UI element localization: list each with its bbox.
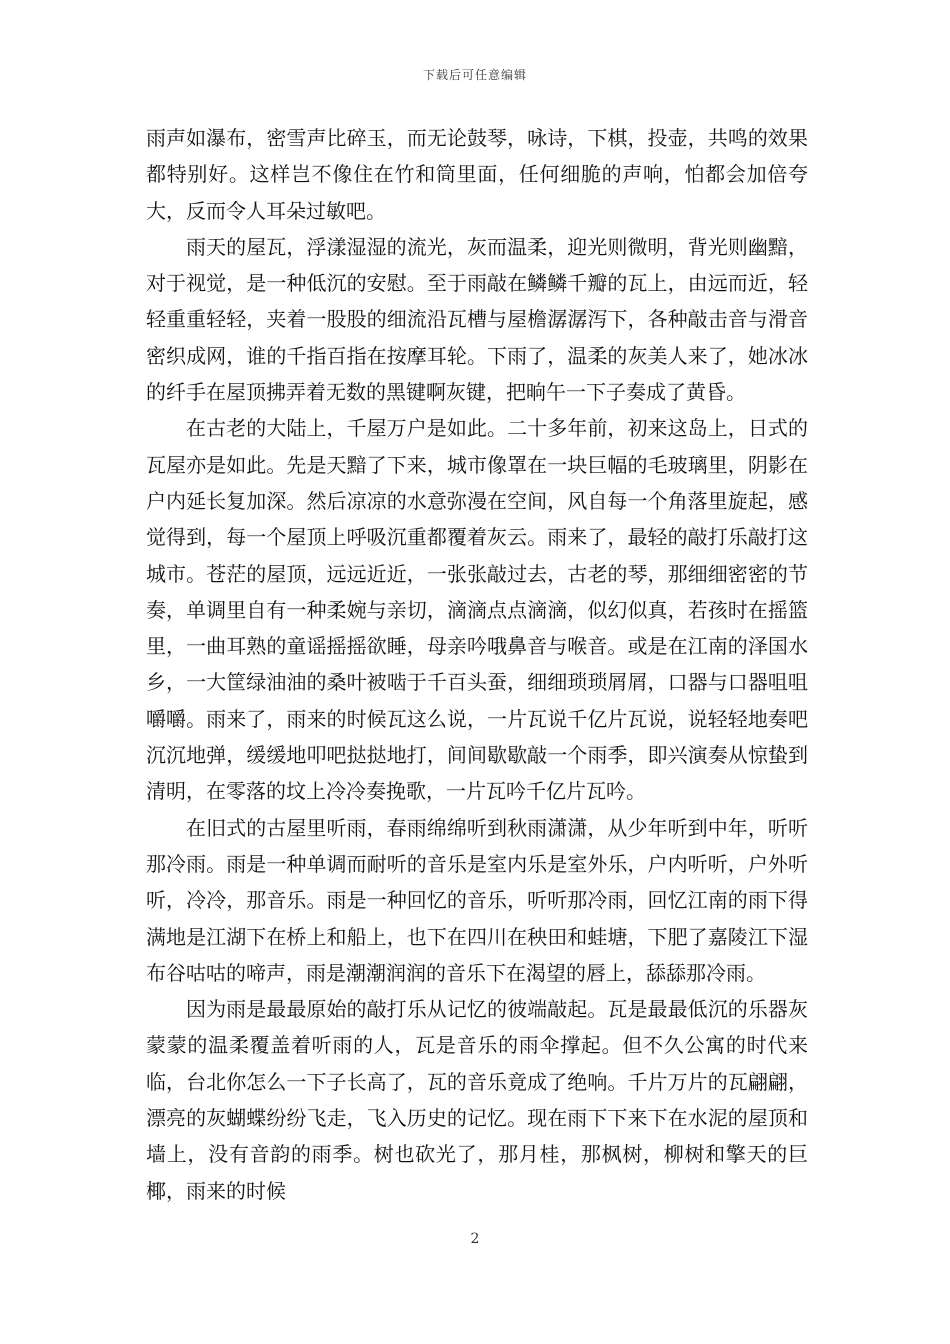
page-header: 下载后可任意编辑: [422, 68, 527, 82]
document-body: [146, 120, 808, 1209]
paragraph-5: 因为雨是最最原始的敲打乐从记忆的彼端敲起。瓦是最最低沉的乐器灰蒙蒙的温柔覆盖着听雨的人，瓦是音乐的雨伞撑起。但不久公寓的时代来临，台北你怎么一下子长高了，瓦的音乐竟成了绝响。千片万片的瓦翩翩，漂亮的灰蝴蝶纷纷飞走，飞入历史的记忆。现在雨下下来下在水泥的屋顶和墙上，没有音韵的雨季。树也砍光了，那月桂，那枫树，柳树和擎天的巨椰，雨来的时候: [146, 997, 808, 1203]
paragraph-4: 在旧式的古屋里听雨，春雨绵绵听到秋雨潇潇，从少年听到中年，听听那冷雨。雨是一种单调而耐听的音乐是室内乐是室外乐，户内听听，户外听听，冷冷，那音乐。雨是一种回忆的音乐，听听那冷雨，回忆江南的雨下得满地是江湖下在桥上和船上，也下在四川在秧田和蛙塘，下肥了嘉陵江下湿布谷咕咕的啼声，雨是潮潮润润的音乐下在渴望的唇上，舔舔那冷雨。: [146, 815, 808, 985]
paragraph-2: 雨天的屋瓦，浮漾湿湿的流光，灰而温柔，迎光则微明，背光则幽黯，对于视觉，是一种低沉的安慰。至于雨敲在鳞鳞千瓣的瓦上，由远而近，轻轻重重轻轻，夹着一股股的细流沿瓦槽与屋檐潺潺泻下，各种敲击音与滑音密织成网，谁的千指百指在按摩耳轮。下雨了，温柔的灰美人来了，她冰冰的纤手在屋顶拂弄着无数的黑键啊灰键，把晌午一下子奏成了黄昏。: [146, 234, 808, 405]
paragraph-3: 在古老的大陆上，千屋万户是如此。二十多年前，初来这岛上，日式的瓦屋亦是如此。先是天黯了下来，城市像罩在一块巨幅的毛玻璃里，阴影在户内延长复加深。然后凉凉的水意弥漫在空间，风自每一个角落里旋起，感觉得到，每一个屋顶上呼吸沉重都覆着灰云。雨来了，最轻的敲打乐敲打这城市。苍茫的屋顶，远远近近，一张张敲过去，古老的琴，那细细密密的节奏，单调里自有一种柔婉与亲切，滴滴点点滴滴，似幻似真，若孩时在摇篮里，一曲耳熟的童谣摇摇欲睡，母亲吟哦鼻音与喉音。或是在江南的泽国水乡，一大筐绿油油的桑叶被啮于千百头蚕，细细琐琐屑屑，口器与口器咀咀嚼嚼。雨来了，雨来的时候瓦这么说，一片瓦说千亿片瓦说，说轻轻地奏吧沉沉地弹，缓缓地叩吧挞挞地打，间间歇歇敲一个雨季，即兴演奏从惊蛰到清明，在零落的坟上冷冷奏挽歌，一片瓦吟千亿片瓦吟。: [146, 416, 808, 804]
paragraph-1: 雨声如瀑布，密雪声比碎玉，而无论鼓琴，咏诗，下棋，投壶，共鸣的效果都特别好。这样岂不像住在竹和筒里面，任何细脆的声响，怕都会加倍夸大，反而令人耳朵过敏吧。: [146, 126, 808, 223]
page-number: 2: [470, 1231, 480, 1247]
